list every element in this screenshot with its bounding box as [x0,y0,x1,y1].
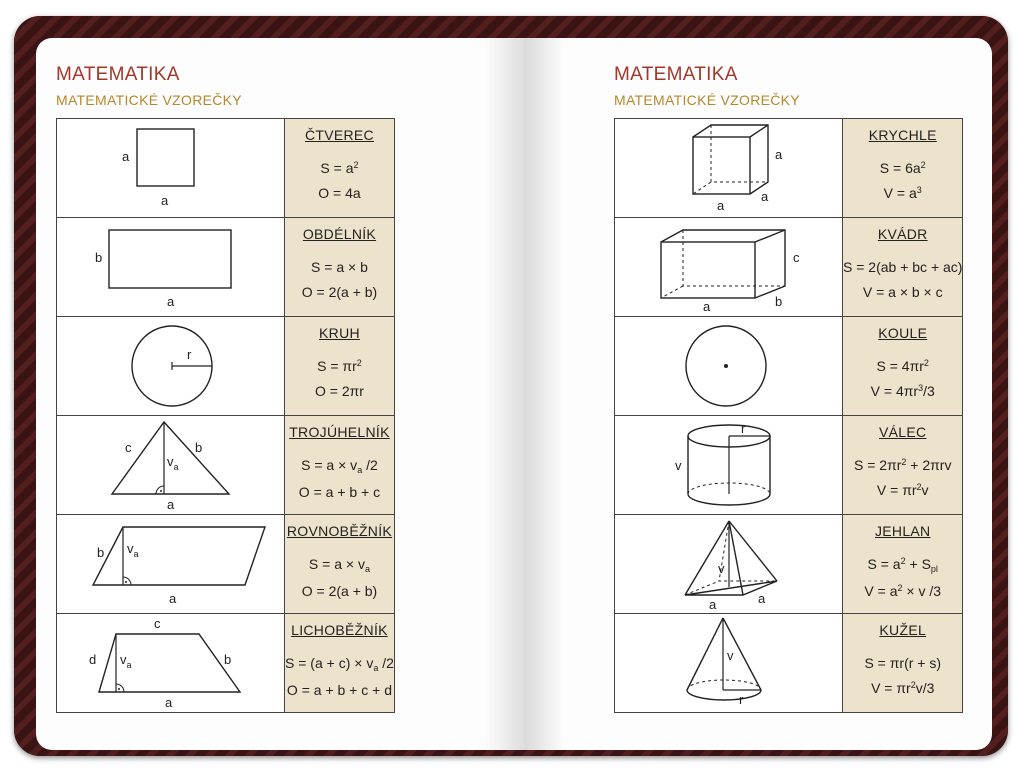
parallelogram-side-label: b [97,545,105,560]
volume-formula: V = a × b × c [862,284,943,300]
surface-formula: S = 2(ab + bc + ac) [843,259,963,275]
trapezoid-height-label: v [120,652,127,667]
cylinder-diagram [615,416,842,514]
figure-cell [615,218,843,317]
formula-cell [843,218,963,317]
perimeter-formula: O = 2(a + b) [301,583,378,599]
formula-cell [285,614,395,713]
shape-name: ČTVEREC [304,127,374,143]
page-shadow [524,38,564,750]
svg-text:va [127,541,139,559]
figure-cell [57,317,285,416]
cylinder-radius-label: r [741,421,746,436]
perimeter-formula: O = 2(a + b) [301,284,378,300]
table-row [615,119,963,218]
cube-bottom-label: a [717,198,725,213]
svg-text:va [167,454,179,472]
trapezoid-height-sub: a [126,660,132,670]
book-cover [14,16,1008,756]
area-formula: S = a × b [311,259,368,275]
rectangle-diagram [57,218,284,316]
surface-formula: $S = 4\pi r^2$ [876,358,929,374]
volume-formula: $V = a^3$ [883,185,922,201]
figure-cell [57,614,285,713]
parallelogram-height-label: v [127,541,134,556]
cuboid-diagram [615,218,842,316]
formula-table-3d [614,118,963,713]
volume-formula: $V = a^2 \times v$ /3 [864,583,942,599]
shape-name: OBDÉLNÍK [302,226,377,242]
triangle-bottom-label: a [167,497,175,512]
shape-name: KUŽEL [879,622,927,638]
formula-cell [285,515,395,614]
rectangle-bottom-label: a [167,294,175,309]
parallelogram-bottom-label: a [169,591,177,606]
figure-cell [615,515,843,614]
formula-cell [843,614,963,713]
figure-cell [57,515,285,614]
right-page [524,38,992,750]
figure-cell [615,614,843,713]
perimeter-formula: O = a + b + c [298,484,381,500]
shape-name: TROJÚHELNÍK [289,424,390,440]
cone-diagram [615,614,842,712]
table-row [615,317,963,416]
formula-cell [843,119,963,218]
formula-cell [285,317,395,416]
trapezoid-bottom-label: a [165,695,173,710]
area-formula: $S = a \times v_a$ /2 [301,457,378,475]
cone-height-label: v [727,648,734,663]
formula-cell [843,515,963,614]
trapezoid-right-label: b [224,652,232,667]
cuboid-side-label: c [793,250,800,265]
volume-formula: $V = 4\pi r^3/3$ [870,383,935,399]
shape-name: ROVNOBĚŽNÍK [286,523,393,539]
table-row [57,218,395,317]
rectangle-side-label: b [95,250,103,265]
circle-radius-label: r [187,347,192,362]
table-row [615,416,963,515]
square-bottom-label: a [161,193,169,208]
figure-cell [615,119,843,218]
area-formula: $S = \pi r^2$ [317,358,362,374]
formula-table-2d [56,118,395,713]
page-shadow [484,38,524,750]
triangle-right-label: b [195,440,203,455]
formula-cell [285,416,395,515]
page-title: MATEMATIKA [614,64,738,85]
table-row [57,614,395,713]
triangle-left-label: c [125,440,132,455]
pyramid-diagram [615,515,842,613]
table-row [57,515,395,614]
shape-name: VÁLEC [879,424,927,440]
cylinder-height-label: v [675,458,682,473]
surface-formula: $S = 6a^2$ [879,160,926,176]
table-row [57,119,395,218]
sphere-diagram [615,317,842,415]
shape-name: KVÁDR [877,226,928,242]
cube-side-label: a [775,147,783,162]
table-row [615,515,963,614]
left-page [36,38,524,750]
perimeter-formula: O = 4a [318,185,361,201]
surface-formula: S = πr(r + s) [864,655,942,671]
triangle-height-label: v [167,454,174,469]
cube-diagram [615,119,842,217]
page-subtitle: MATEMATICKÉ VZOREČKY [614,92,800,108]
cone-radius-label: r [739,692,744,707]
perimeter-formula: O = a + b + c + d [286,682,392,698]
trapezoid-diagram [57,614,284,712]
triangle-diagram [57,416,284,514]
table-row [57,317,395,416]
table-row [57,416,395,515]
perimeter-formula: O = 2πr [314,383,364,399]
shape-name: KRUH [319,325,360,341]
formula-cell [285,218,395,317]
surface-formula: $S = 2\pi r^2 + 2\pi rv$ [853,457,952,473]
volume-formula: $V = \pi r^2v$ [876,482,929,498]
shape-name: KOULE [878,325,928,341]
pyramid-bottom-label: a [709,597,717,612]
shape-name: KRYCHLE [868,127,937,143]
page-title: MATEMATIKA [56,64,180,85]
area-formula: $S = a \times v_a$ [308,556,370,574]
parallelogram-height-sub: a [133,549,139,559]
square-diagram [57,119,284,217]
shape-name: JEHLAN [874,523,931,539]
cube-depth-label: a [761,189,769,204]
circle-diagram [57,317,284,415]
trapezoid-top-label: c [154,616,161,631]
triangle-height-sub: a [173,462,179,472]
formula-cell [285,119,395,218]
formula-cell [843,317,963,416]
figure-cell [57,416,285,515]
svg-text:va [120,652,132,670]
pyramid-depth-label: a [758,591,766,606]
square-side-label: a [122,149,130,164]
pyramid-height-label: v [718,561,725,576]
surface-formula: $S = a^2 + S_{pl}$ [867,556,938,574]
figure-cell [57,218,285,317]
parallelogram-diagram [57,515,284,613]
figure-cell [615,317,843,416]
area-formula: $S = a^2$ [320,160,359,176]
cuboid-bottom-label: a [703,299,711,314]
area-formula: $S = (a + c) \times v_a$ /2 [285,655,394,673]
table-row [615,218,963,317]
table-row [615,614,963,713]
formula-cell [843,416,963,515]
shape-name: LICHOBĚŽNÍK [291,622,388,638]
page-subtitle: MATEMATICKÉ VZOREČKY [56,92,242,108]
cuboid-depth-label: b [775,294,783,309]
figure-cell [615,416,843,515]
trapezoid-left-label: d [89,652,97,667]
figure-cell [57,119,285,218]
volume-formula: $V = \pi r^2v/3$ [871,680,935,696]
